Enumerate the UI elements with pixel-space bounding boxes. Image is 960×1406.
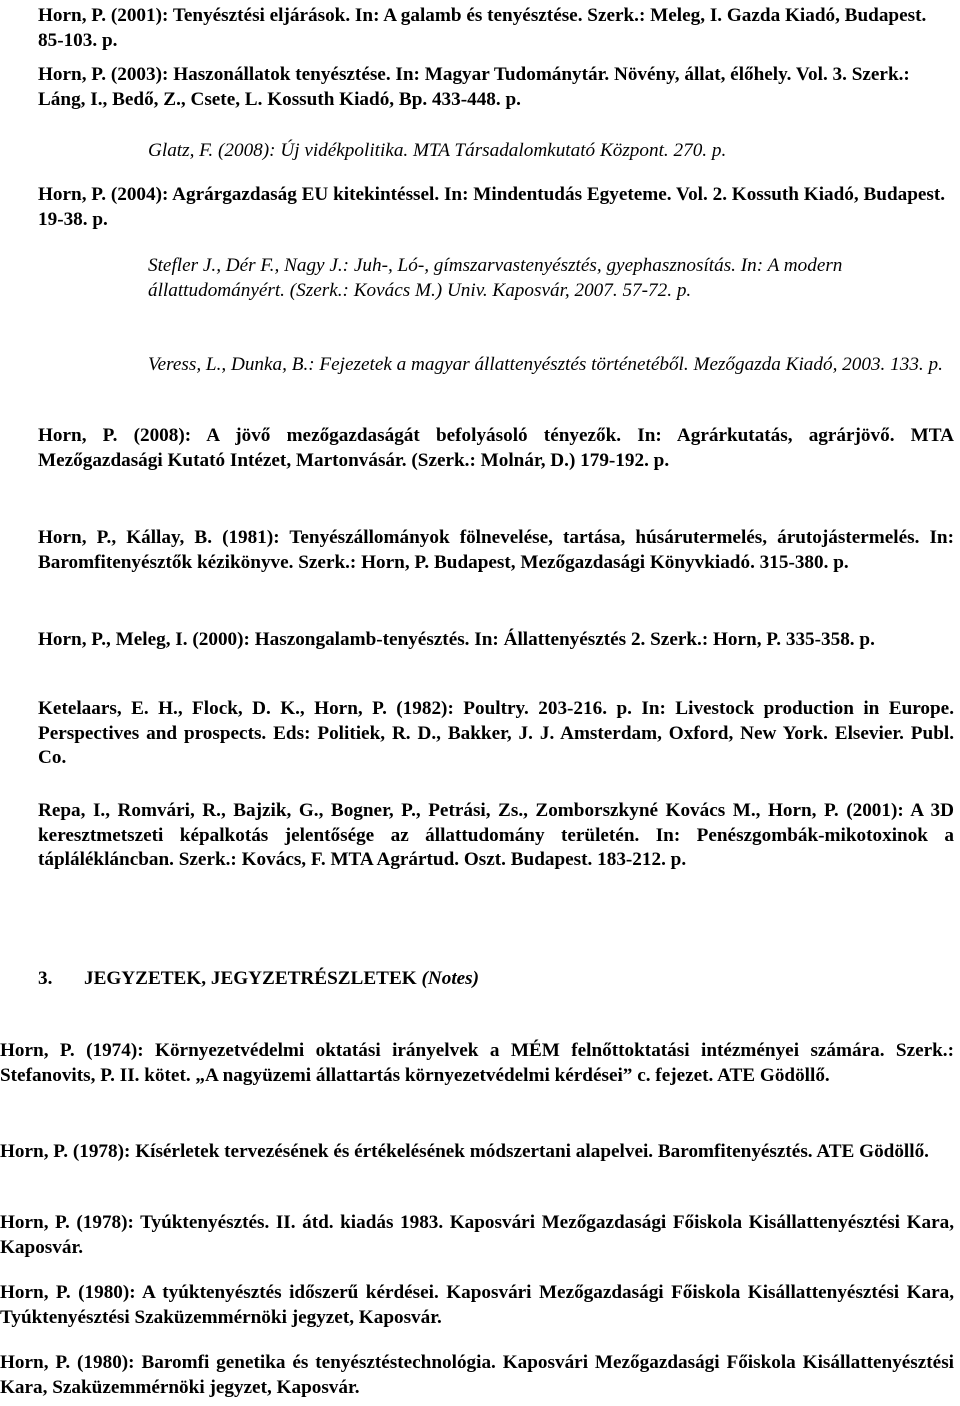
reference-entry: Glatz, F. (2008): Új vidékpolitika. MTA Társadalomkutató Központ. 270. p. <box>148 140 727 161</box>
reference-entry: Horn, P. (2003): Haszonállatok tenyésztése. In: Magyar Tudománytár. Növény, állat, élőhely. Vol. 3. Szerk.: Láng, I., Bedő, Z., Csete, L. Kossuth Kiadó, Bp. 433-448. p. <box>38 64 910 110</box>
section-number: 3. <box>38 968 53 989</box>
reference-entry: Repa, I., Romvári, R., Bajzik, G., Bogner, P., Petrási, Zs., Zomborszkyné Kovács M., Horn, P. (2001): A 3D keresztmetszeti képalkotás jelentősége az állattudomány területén. In: Penészgombák-mikotoxinok a táplálékláncban. Szerk.: Kovács, F. MTA Agrártud. Oszt. Budapest. 183-212. p. <box>38 800 954 870</box>
reference-entry: Ketelaars, E. H., Flock, D. K., Horn, P. (1982): Poultry. 203-216. p. In: Livestock production in Europe. Perspectives and prospects. Eds: Politiek, R. D., Bakker, J. J. Amsterdam, Oxford, New York. Elsevier. Publ. Co. <box>38 698 954 768</box>
reference-entry: Horn, P. (2004): Agrárgazdaság EU kitekintéssel. In: Mindentudás Egyeteme. Vol. 2. Kossuth Kiadó, Budapest. 19-38. p. <box>38 184 946 230</box>
note-entry: Horn, P. (1980): Baromfi genetika és tenyésztéstechnológia. Kaposvári Mezőgazdasági Főiskola Kisállattenyésztési Kara, Szaküzemmérnöki jegyzet, Kaposvár. <box>0 1352 954 1398</box>
note-entry: Horn, P. (1978): Kísérletek tervezésének és értékelésének módszertani alapelvei. Baromfitenyésztés. ATE Gödöllő. <box>0 1141 929 1162</box>
reference-entry: Horn, P. (2001): Tenyésztési eljárások. In: A galamb és tenyésztése. Szerk.: Meleg, I. Gazda Kiadó, Budapest. 85-103. p. <box>38 5 927 51</box>
note-entry: Horn, P. (1978): Tyúktenyésztés. II. átd. kiadás 1983. Kaposvári Mezőgazdasági Főiskola Kisállattenyésztési Kara, Kaposvár. <box>0 1212 954 1258</box>
reference-entry: Horn, P. (2008): A jövő mezőgazdaságát befolyásoló tényezők. In: Agrárkutatás, agrárjövő. MTA Mezőgazdasági Kutató Intézet, Martonvásár. (Szerk.: Molnár, D.) 179-192. p. <box>38 425 954 471</box>
section-title: JEGYZETEK, JEGYZETRÉSZLETEK <box>83 968 417 989</box>
reference-entry: Veress, L., Dunka, B.: Fejezetek a magyar állattenyésztés történetéből. Mezőgazda Kiadó, 2003. 133. p. <box>148 354 943 375</box>
section-subtitle: (Notes) <box>421 968 480 989</box>
reference-entry: Stefler J., Dér F., Nagy J.: Juh-, Ló-, gímszarvastenyésztés, gyephasznosítás. In: A modern állattudományért. (Szerk.: Kovács M.) Univ. Kaposvár, 2007. 57-72. p. <box>148 255 843 301</box>
reference-entry: Horn, P., Kállay, B. (1981): Tenyészállományok fölnevelése, tartása, húsárutermelés, árutojástermelés. In: Baromfitenyésztők kézikönyve. Szerk.: Horn, P. Budapest, Mezőgazdasági Könyvkiadó. 315-380. p. <box>38 527 954 573</box>
note-entry: Horn, P. (1980): A tyúktenyésztés időszerű kérdései. Kaposvári Mezőgazdasági Főiskola Kisállattenyésztési Kara, Tyúktenyésztési Szaküzemmérnöki jegyzet, Kaposvár. <box>0 1282 954 1328</box>
reference-entry: Horn, P., Meleg, I. (2000): Haszongalamb-tenyésztés. In: Állattenyésztés 2. Szerk.: Horn, P. 335-358. p. <box>38 629 875 650</box>
section-heading <box>38 967 479 991</box>
note-entry: Horn, P. (1974): Környezetvédelmi oktatási irányelvek a MÉM felnőttoktatási intézményei számára. Szerk.: Stefanovits, P. II. kötet. „A nagyüzemi állattartás környezetvédelmi kérdései” c. fejezet. ATE Gödöllő. <box>0 1040 954 1086</box>
